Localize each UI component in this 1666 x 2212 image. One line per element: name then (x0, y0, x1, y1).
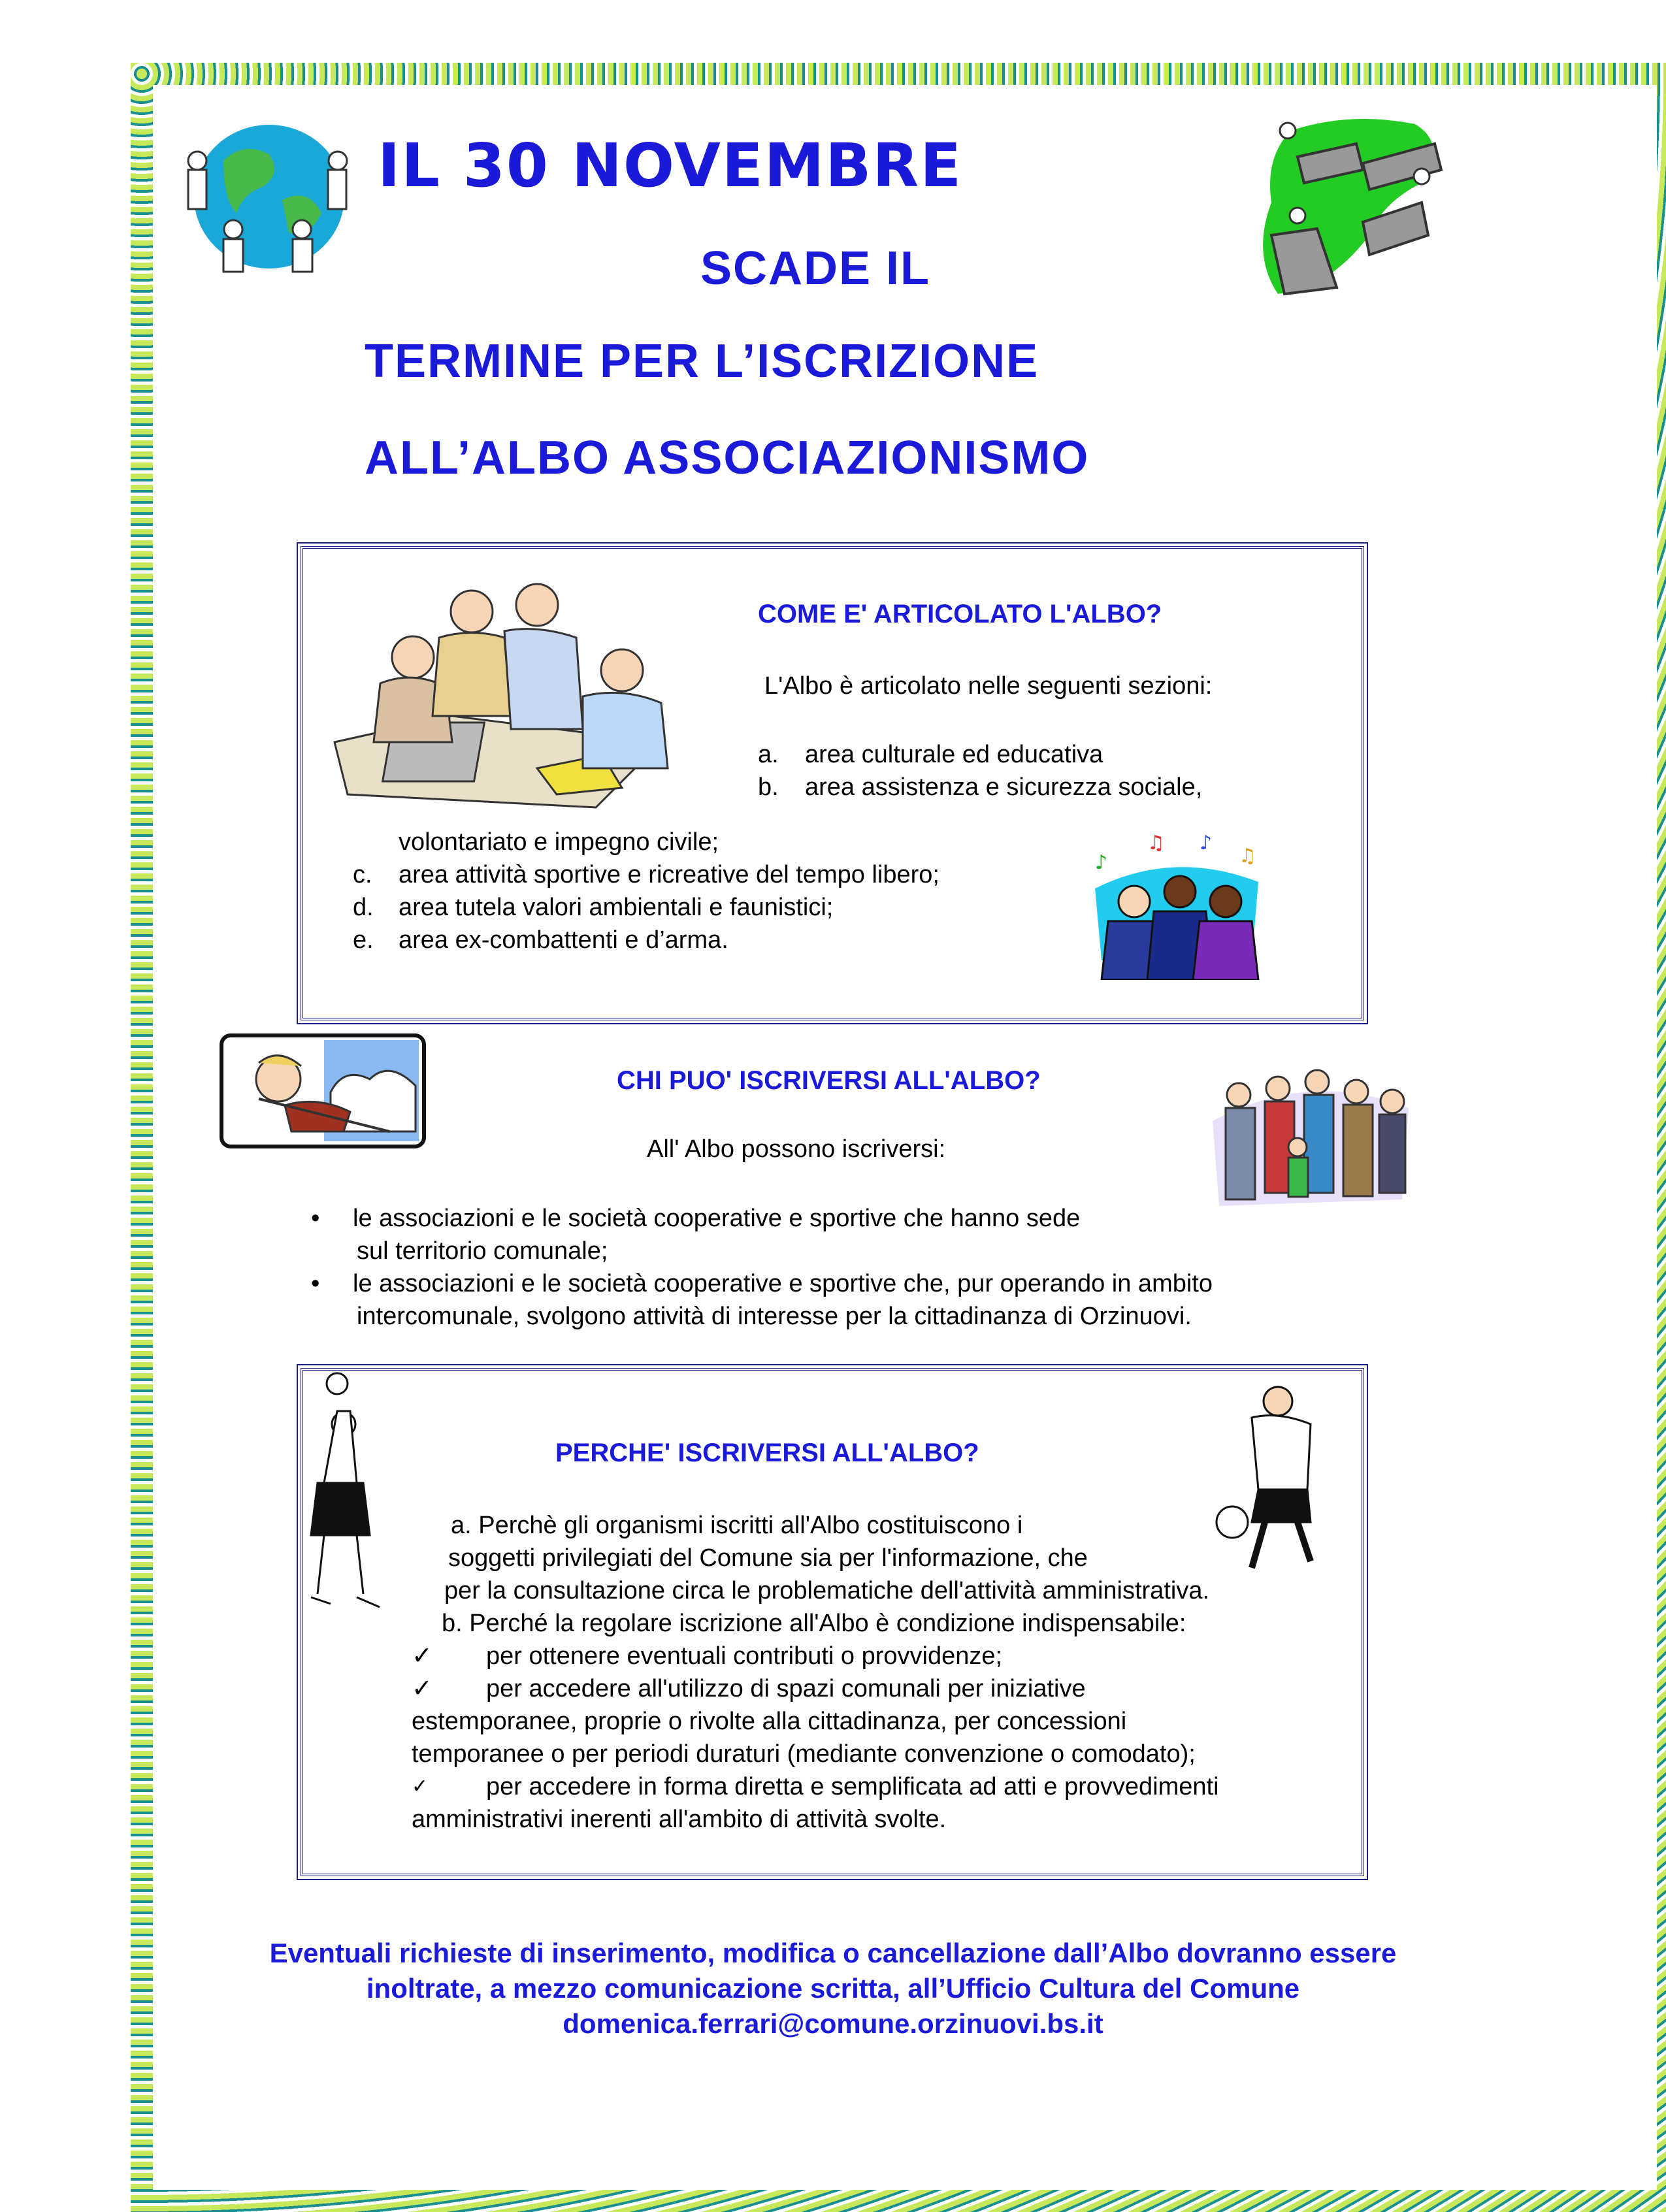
requirement-line: per accedere all'utilizzo di spazi comunali per iniziative (486, 1675, 1086, 1702)
requirement-line: estemporanee, proprie o rivolte alla cittadinanza, per concessioni (412, 1708, 1127, 1735)
list-item: area assistenza e sicurezza sociale, (805, 773, 1203, 801)
section-eligibility-intro: All' Albo possono iscriversi: (647, 1135, 946, 1163)
section-structure-intro: L'Albo è articolato nelle seguenti sezioni: (764, 672, 1213, 700)
list-item-marker: d. (353, 894, 374, 921)
checkmark-icon: ✓ (412, 1776, 429, 1797)
bullet-icon: • (311, 1270, 320, 1297)
violinist-icon (220, 1033, 426, 1148)
requirement-line: per accedere in forma diretta e semplificata ad atti e provvedimenti (486, 1773, 1219, 1800)
eligibility-line: sul territorio comunale; (357, 1237, 608, 1265)
list-item-marker: c. (353, 861, 372, 888)
bullet-icon: • (311, 1205, 320, 1232)
list-item-marker: a. (758, 741, 779, 768)
reason-line: soggetti privilegiati del Comune sia per l'informazione, che (448, 1544, 1088, 1572)
reason-line: b. Perché la regolare iscrizione all'Albo è condizione indispensabile: (442, 1610, 1186, 1637)
office-team-icon (321, 572, 700, 814)
crowd-icon (1206, 1056, 1415, 1219)
requirement-line: per ottenere eventuali contributi o provvidenze; (486, 1642, 1003, 1670)
title-register: ALL’ALBO ASSOCIAZIONISMO (365, 432, 1090, 484)
list-item: area culturale ed educativa (805, 741, 1103, 768)
list-item: volontariato e impegno civile; (399, 828, 719, 856)
basketball-player-icon (298, 1372, 389, 1627)
title-date: IL 30 NOVEMBRE (378, 131, 963, 201)
list-item-marker: b. (758, 773, 779, 801)
svg-text:♪: ♪ (1095, 851, 1108, 874)
walkways-icon (1252, 105, 1454, 301)
svg-text:♪: ♪ (1200, 832, 1213, 854)
list-item: area ex-combattenti e d’arma. (399, 926, 728, 954)
eligibility-line: intercomunale, svolgono attività di interesse per la cittadinanza di Orzinuovi. (357, 1303, 1192, 1330)
requirement-line: amministrativi inerenti all'ambito di attività svolte. (412, 1806, 947, 1833)
eligibility-line: le associazioni e le società cooperative e sportive che, pur operando in ambito (353, 1270, 1213, 1297)
eligibility-line: le associazioni e le società cooperative e sportive che hanno sede (353, 1205, 1081, 1232)
title-term: TERMINE PER L’ISCRIZIONE (365, 335, 1039, 387)
list-item: area tutela valori ambientali e faunistici; (399, 894, 834, 921)
footer-line: inoltrate, a mezzo comunicazione scritta, all’Ufficio Cultura del Comune (366, 1973, 1300, 2004)
section-reasons-heading: PERCHE' ISCRIVERSI ALL'ALBO? (555, 1439, 979, 1467)
checkmark-icon: ✓ (412, 1675, 433, 1702)
globe-people-icon (171, 115, 367, 278)
list-item: area attività sportive e ricreative del tempo libero; (399, 861, 939, 888)
reason-line: a. Perchè gli organismi iscritti all'Albo costituiscono i (451, 1512, 1023, 1539)
section-structure-heading: COME E' ARTICOLATO L'ALBO? (758, 600, 1162, 628)
svg-text:♫: ♫ (1147, 832, 1165, 854)
list-item-marker: e. (353, 926, 374, 954)
soccer-player-icon (1213, 1378, 1343, 1574)
singers-icon (1082, 830, 1271, 980)
checkmark-icon: ✓ (412, 1642, 433, 1670)
contact-email-link[interactable]: domenica.ferrari@comune.orzinuovi.bs.it (563, 2008, 1103, 2039)
reason-line: per la consultazione circa le problematiche dell'attività amministrativa. (444, 1577, 1210, 1604)
svg-text:♫: ♫ (1239, 845, 1256, 868)
section-eligibility-heading: CHI PUO' ISCRIVERSI ALL'ALBO? (617, 1066, 1041, 1095)
footer-line: Eventuali richieste di inserimento, modifica o cancellazione dall’Albo dovranno essere (269, 1938, 1397, 1968)
requirement-line: temporanee o per periodi duraturi (mediante convenzione o comodato); (412, 1740, 1196, 1768)
title-deadline: SCADE IL (700, 242, 931, 295)
